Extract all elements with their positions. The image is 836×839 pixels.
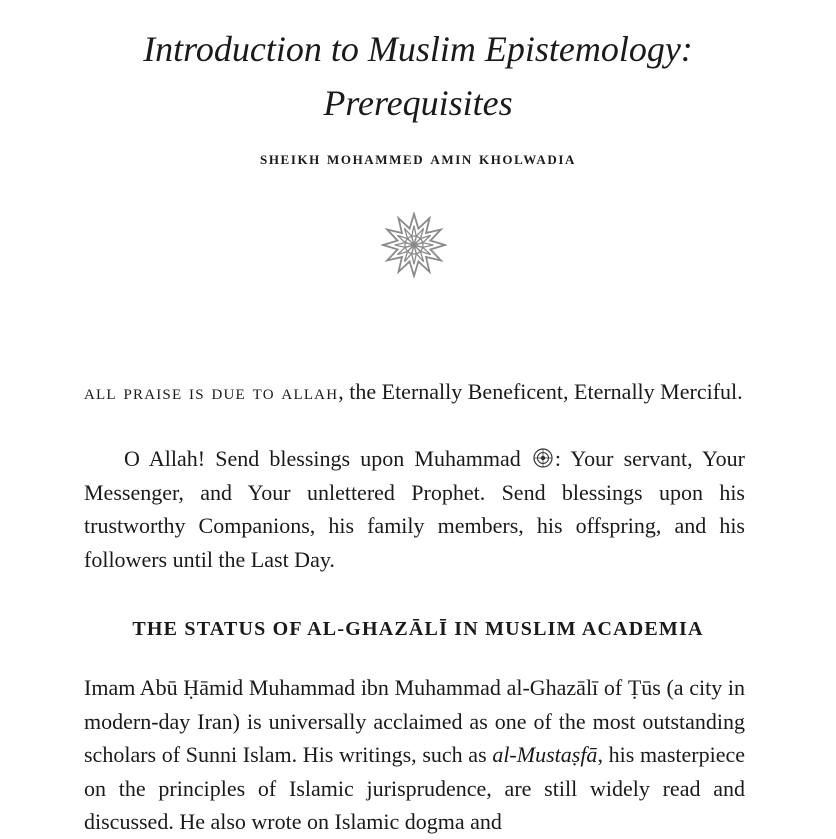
blessings-start: O Allah! Send blessings upon Muhammad (124, 446, 531, 471)
author-name: sheikh mohammed amin kholwadia (260, 148, 576, 168)
title-line-1: Introduction to Muslim Epistemology: (143, 29, 693, 69)
chapter-title (0, 22, 836, 130)
praise-smallcaps: all praise is due to allah (84, 379, 339, 404)
opening-praise-paragraph (84, 375, 745, 409)
salawat-seal-icon (532, 447, 554, 469)
ghazali-start: Imam Abū Ḥāmid Muhammad ibn Muhammad al-Ghazālī of Ṭūs (a city in modern-day Iran) is universally acclaimed as one of the most outstanding scholars of Sunni Islam. His writings, such as (84, 675, 745, 767)
book-title-mustasfa: al-Mustaṣfā (492, 742, 598, 767)
section-heading: THE STATUS OF AL-GHAZĀLĪ IN MUSLIM ACADEMIA (132, 618, 704, 640)
rosette-ornament-icon (381, 212, 447, 278)
ghazali-rest: , his masterpiece on the principles of Islamic jurisprudence, are still widely read and discussed. He also wrote on Islamic dogma and (84, 742, 745, 834)
praise-rest: , the Eternally Beneficent, Eternally Merciful. (338, 379, 743, 404)
blessings-rest: : Your servant, Your Messenger, and Your unlettered Prophet. Send blessings upon his trustworthy Companions, his family members, his offspring, and his followers until the Last Day. (84, 446, 745, 572)
blessings-paragraph (84, 442, 745, 576)
ghazali-paragraph (84, 671, 745, 839)
title-line-2: Prerequisites (323, 83, 513, 123)
